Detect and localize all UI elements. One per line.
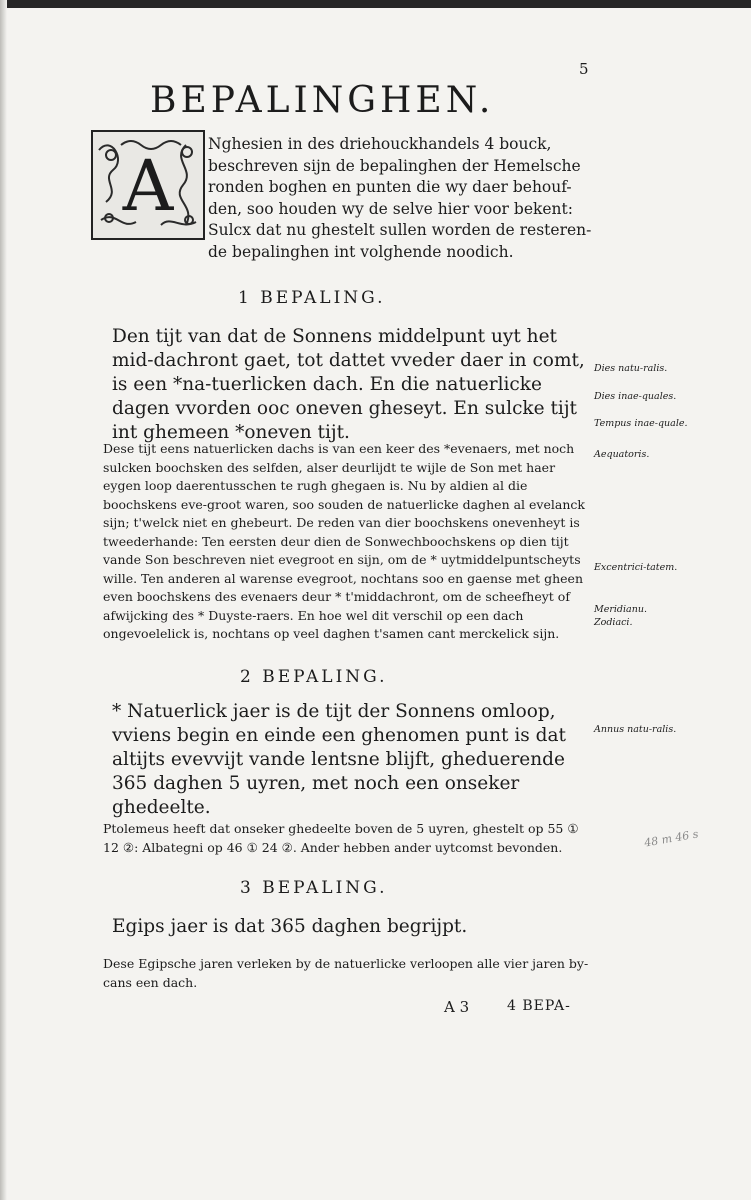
signature-mark: A 3 [444,998,470,1016]
margin-note-excentricitatem: Excentrici-tatem. [594,562,678,573]
intro-text: Nghesien in des driehouckhandels 4 bouck, beschreven sijn de bepalinghen der Hemelsche ronden boghen en punten die wy daer behouf-den, soo houden wy de selve hier voor bekent: Sulcx dat nu ghestelt sullen worden de resteren-de bepalinghen int volghende noodich. [208,135,592,261]
section-2-definition: * Natuerlick jaer is de tijt der Sonnens omloop, vviens begin en einde een ghenomen punt is dat altijts evevvijt vande lentsne blijft, gheduerende 365 daghen 5 uyren, met noch een onseker ghedeelte. [112,701,566,818]
section-1-heading: 1 BEPALING. [238,288,386,308]
pencil-annotation: 48 m 46 s [643,827,700,850]
margin-note-meridianu: Meridianu. [594,604,647,615]
margin-note-aequatoris: Aequatoris. [594,449,650,460]
page-title: BEPALINGHEN. [150,80,495,121]
section-3-commentary: Dese Egipsche jaren verleken by de natuerlicke verloopen alle vier jaren by-cans een dach. [103,956,589,990]
scan-gutter-shadow [0,0,7,1200]
scan-top-edge [0,0,751,8]
intro-paragraph [88,134,600,263]
section-1-definition: Den tijt van dat de Sonnens middelpunt uyt het mid-dachront gaet, tot dattet vveder daer in comt, is een *na-tuerlicken dach. En die natuerlicke dagen vvorden ooc oneven gheseyt. En sulcke tijt int ghemeen *oneven tijt. [112,326,585,443]
catchword: 4 BEPA- [507,998,571,1014]
section-2-heading: 2 BEPALING. [240,667,388,687]
page-number: 5 [579,60,589,78]
section-3-definition: Egips jaer is dat 365 daghen begrijpt. [112,916,468,937]
margin-note-dies-inaequales: Dies inae-quales. [594,391,677,402]
initial-letter: A [122,145,174,227]
margin-note-annus-naturalis: Annus natu-ralis. [594,724,677,735]
margin-note-tempus-inaequale: Tempus inae-quale. [594,418,688,429]
margin-note-dies-naturalis: Dies natu-ralis. [594,363,668,374]
section-3-heading: 3 BEPALING. [240,878,388,898]
margin-note-zodiaci: Zodiaci. [594,617,633,628]
section-1-commentary: Dese tijt eens natuerlicken dachs is van een keer des *evenaers, met noch sulcken boochsken des selfden, alser deurlijdt te wijle de Son met haer eygen loop daerentusschen te rugh ghegaen is. Nu by aldien al die boochskens eve-groot waren, soo souden de natuerlicke daghen al evelanck sijn; t'welck niet en ghebeurt. De reden van dier boochskens onevenheyt is tweederhande: Ten eersten deur dien de Sonwechboochskens op dien tijt vande Son beschreven niet evegroot en sijn, om de * uytmiddelpuntscheyts wille. Ten anderen al warense evegroot, nochtans soo en gaense met gheen even boochskens des evenaers deur * t'middachront, om de scheefheyt of afwijcking des * Duyste-raers. En hoe wel dit verschil op een dach ongevoelelick is, nochtans op veel daghen t'samen cant merckelick sijn. [103,441,585,641]
section-2-commentary: Ptolemeus heeft dat onseker ghedeelte boven de 5 uyren, ghestelt op 55 ① 12 ②: Albategni op 46 ① 24 ②. Ander hebben ander uytcomst bevonden. [103,821,579,855]
